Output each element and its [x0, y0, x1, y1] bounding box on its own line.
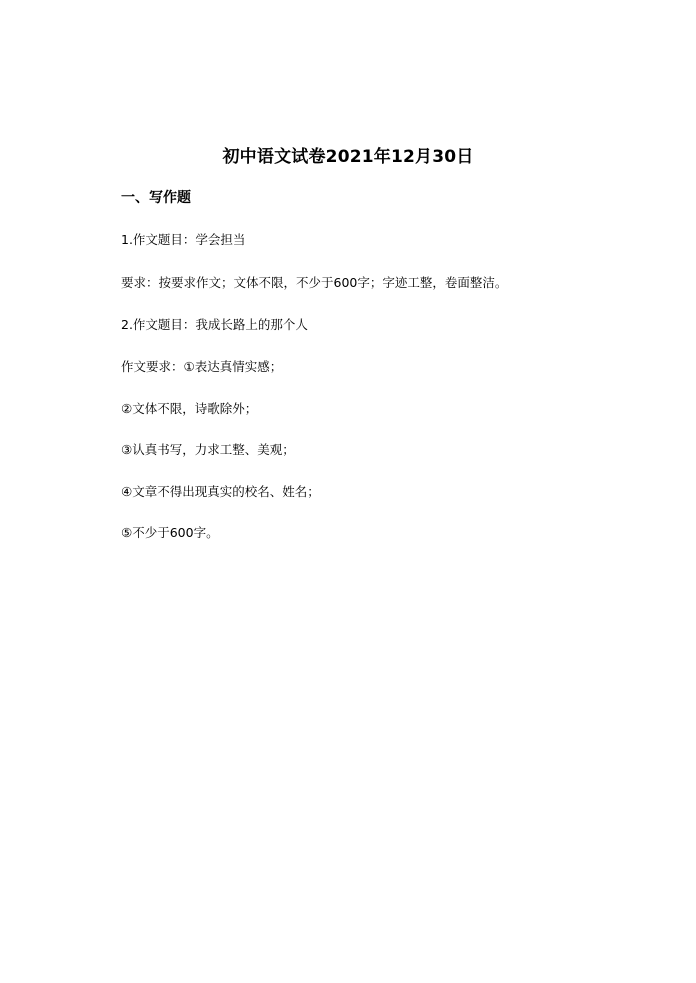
prompt-2-requirement-3: ③认真书写，力求工整、美观；	[121, 442, 295, 457]
prompt-1-title: 1.作文题目：学会担当	[121, 232, 246, 247]
prompt-2-requirement-1: 作文要求：①表达真情实感；	[121, 359, 283, 374]
section-heading-writing: 一、写作题	[121, 190, 191, 206]
prompt-1-requirements: 要求：按要求作文；文体不限，不少于600字；字迹工整，卷面整洁。	[121, 275, 508, 290]
prompt-2-requirement-5: ⑤不少于600字。	[121, 525, 219, 540]
prompt-2-requirement-2: ②文体不限，诗歌除外；	[121, 401, 258, 416]
document-title: 初中语文试卷2021年12月30日	[222, 147, 474, 167]
prompt-2-requirement-4: ④文章不得出现真实的校名、姓名；	[121, 484, 320, 499]
prompt-2-title: 2.作文题目：我成长路上的那个人	[121, 317, 308, 332]
